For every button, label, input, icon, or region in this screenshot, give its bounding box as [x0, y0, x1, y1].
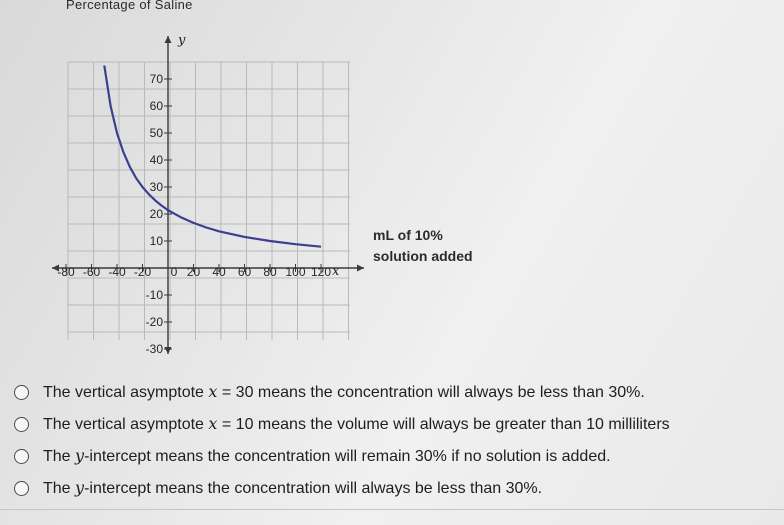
- x-tick-label: -60: [82, 265, 101, 279]
- x-tick-label: 40: [212, 265, 226, 279]
- x-tick-label: 20: [186, 265, 201, 279]
- answer-option-text: [43, 414, 670, 434]
- math-variable: y: [75, 478, 85, 497]
- y-tick-label: -30: [145, 342, 163, 356]
- y-tick-label: 20: [149, 207, 163, 221]
- radio-button[interactable]: [14, 449, 29, 464]
- x-axis-arrow-right: [357, 265, 364, 272]
- y-tick-label: 70: [149, 72, 163, 86]
- y-tick-label: 60: [149, 99, 163, 113]
- side-label-line-1: mL of 10%: [373, 227, 443, 243]
- option-text-fragment: -intercept means the concentration will remain 30% if no solution is added.: [84, 448, 611, 465]
- math-variable: x: [208, 414, 218, 433]
- answer-option-1[interactable]: [0, 378, 645, 406]
- radio-button[interactable]: [14, 481, 29, 496]
- origin-label: 0: [170, 265, 178, 279]
- x-tick-label: 80: [263, 265, 277, 279]
- math-variable: x: [208, 382, 218, 401]
- y-tick-label: 30: [149, 180, 163, 194]
- math-variable: y: [75, 446, 85, 465]
- x-tick-label: -20: [133, 265, 152, 279]
- x-tick-label: 100: [285, 265, 306, 279]
- x-tick-label: 60: [237, 265, 252, 279]
- answer-option-3[interactable]: [0, 442, 611, 470]
- x-axis-label: x: [332, 264, 340, 279]
- side-label-line-2: solution added: [373, 248, 473, 264]
- y-tick-label: 50: [149, 126, 163, 140]
- option-text-fragment: The vertical asymptote: [43, 384, 209, 401]
- option-text-fragment: The vertical asymptote: [43, 416, 209, 433]
- bottom-divider: [0, 509, 784, 510]
- radio-button[interactable]: [14, 385, 29, 400]
- y-axis-arrow-bottom: [165, 347, 172, 354]
- option-text-fragment: = 30 means the concentration will always be less than 30%.: [217, 384, 645, 401]
- x-tick-label: 120: [310, 265, 332, 279]
- y-axis-label: y: [178, 33, 186, 48]
- answer-option-text: [43, 478, 542, 498]
- x-tick-label: -40: [108, 265, 126, 279]
- answer-option-4[interactable]: [0, 474, 542, 502]
- option-text-fragment: -intercept means the concentration will always be less than 30%.: [84, 480, 543, 497]
- y-tick-label: -20: [145, 315, 163, 329]
- option-text-fragment: The: [43, 480, 76, 497]
- radio-button[interactable]: [14, 417, 29, 432]
- chart-title: Percentage of Saline: [66, 0, 193, 12]
- y-axis-arrow-top: [165, 36, 172, 43]
- answer-option-text: [43, 446, 611, 466]
- series-curve: [104, 66, 321, 247]
- answer-option-2[interactable]: [0, 410, 670, 438]
- x-tick-label: -80: [57, 265, 75, 279]
- option-text-fragment: = 10 means the volume will always be greater than 10 milliliters: [217, 416, 670, 433]
- answer-option-text: [43, 382, 645, 402]
- y-tick-label: -10: [145, 288, 163, 302]
- option-text-fragment: The: [43, 448, 76, 465]
- y-tick-label: 10: [149, 234, 163, 248]
- y-tick-label: 40: [149, 153, 163, 167]
